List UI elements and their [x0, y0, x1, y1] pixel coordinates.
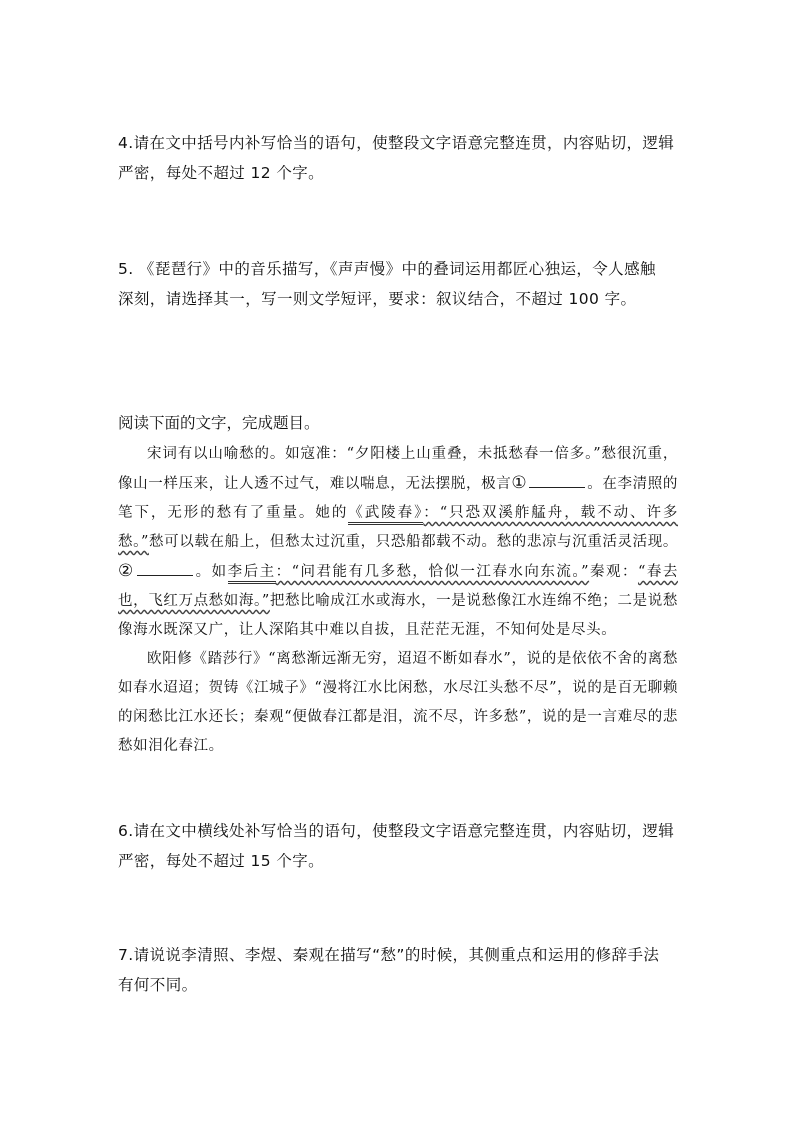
question-4-line-1: 4.请在文中括号内补写恰当的语句，使整段文字语意完整连贯，内容贴切，逻辑 [118, 134, 675, 152]
question-4 [118, 128, 678, 188]
section-heading: 阅读下面的文字，完成题目。 [118, 414, 320, 432]
quoted-verse: ：“问君能有几多愁，恰似一江春水向东流。” [275, 564, 590, 580]
question-4-line-2: 严密，每处不超过 12 个字。 [118, 164, 325, 182]
question-6-line-2: 严密，每处不超过 15 个字。 [118, 852, 325, 870]
reading-passage [118, 440, 678, 761]
question-7-line-1: 7.请说说李清照、李煜、秦观在描写“愁”的时候，其侧重点和运用的修辞手法 [118, 946, 660, 964]
poet-name: 李后主 [228, 564, 276, 584]
passage-text: 把愁比喻成江水或海水，一是说愁像江水连绵不绝；二是说愁像海水既深又广，让人深陷其中难以自拔，且茫茫无涯，不知何处是尽头。 [118, 593, 678, 638]
question-7 [118, 940, 678, 1000]
question-5-line-2: 深刻，请选择其一，写一则文学短评，要求：叙议结合，不超过 100 字。 [118, 290, 637, 308]
answer-blank-2[interactable] [137, 561, 193, 576]
answer-blank-1[interactable] [529, 473, 585, 488]
passage-text: 愁可以载在船上，但愁太过沉重，只恐船都载不动。愁的悲凉与沉重活灵活现。 [149, 534, 678, 550]
question-5-line-1: 5. 《琵琶行》中的音乐描写，《声声慢》中的叠词运用都匠心独运，令人感触 [118, 260, 656, 278]
quoted-verse: “春去也，飞红万点愁如海。” [118, 564, 678, 609]
question-5 [118, 254, 678, 314]
passage-text: 宋词有以山喻愁的。如寇准：“夕阳楼上山重叠，未抵愁春一倍多。”愁很沉重，像山一样压来，让人透不过气，难以喘息，无法摆脱，极言 [118, 446, 678, 492]
blank-marker-2: ② [118, 561, 135, 581]
quoted-verse: ：“只恐双溪舴艋舟，载不动、许多愁。” [118, 505, 679, 550]
question-6-line-1: 6.请在文中横线处补写恰当的语句，使整段文字语意完整连贯，内容贴切，逻辑 [118, 822, 675, 840]
passage-text: 。在李清照的笔下，无形的愁有了重量。她的 [118, 476, 678, 521]
passage-paragraph-2: 欧阳修《踏莎行》“离愁渐远渐无穷，迢迢不断如春水”，说的是依依不舍的离愁如春水迢迢；贺铸《江城子》“漫将江水比闲愁，水尽江头愁不尽”，说的是百无聊赖的闲愁比江水还长；秦观“便做春江都是泪，流不尽，许多愁”，说的是一言难尽的悲愁如泪化春江。 [118, 651, 678, 754]
question-7-line-2: 有何不同。 [118, 976, 198, 994]
passage-text: 秦观： [589, 564, 638, 580]
passage-text: 。如 [194, 564, 228, 580]
blank-marker-1: ① [511, 473, 528, 493]
work-title: 《武陵春》 [348, 505, 423, 525]
question-6 [118, 816, 678, 876]
passage-paragraph-1 [118, 440, 678, 645]
